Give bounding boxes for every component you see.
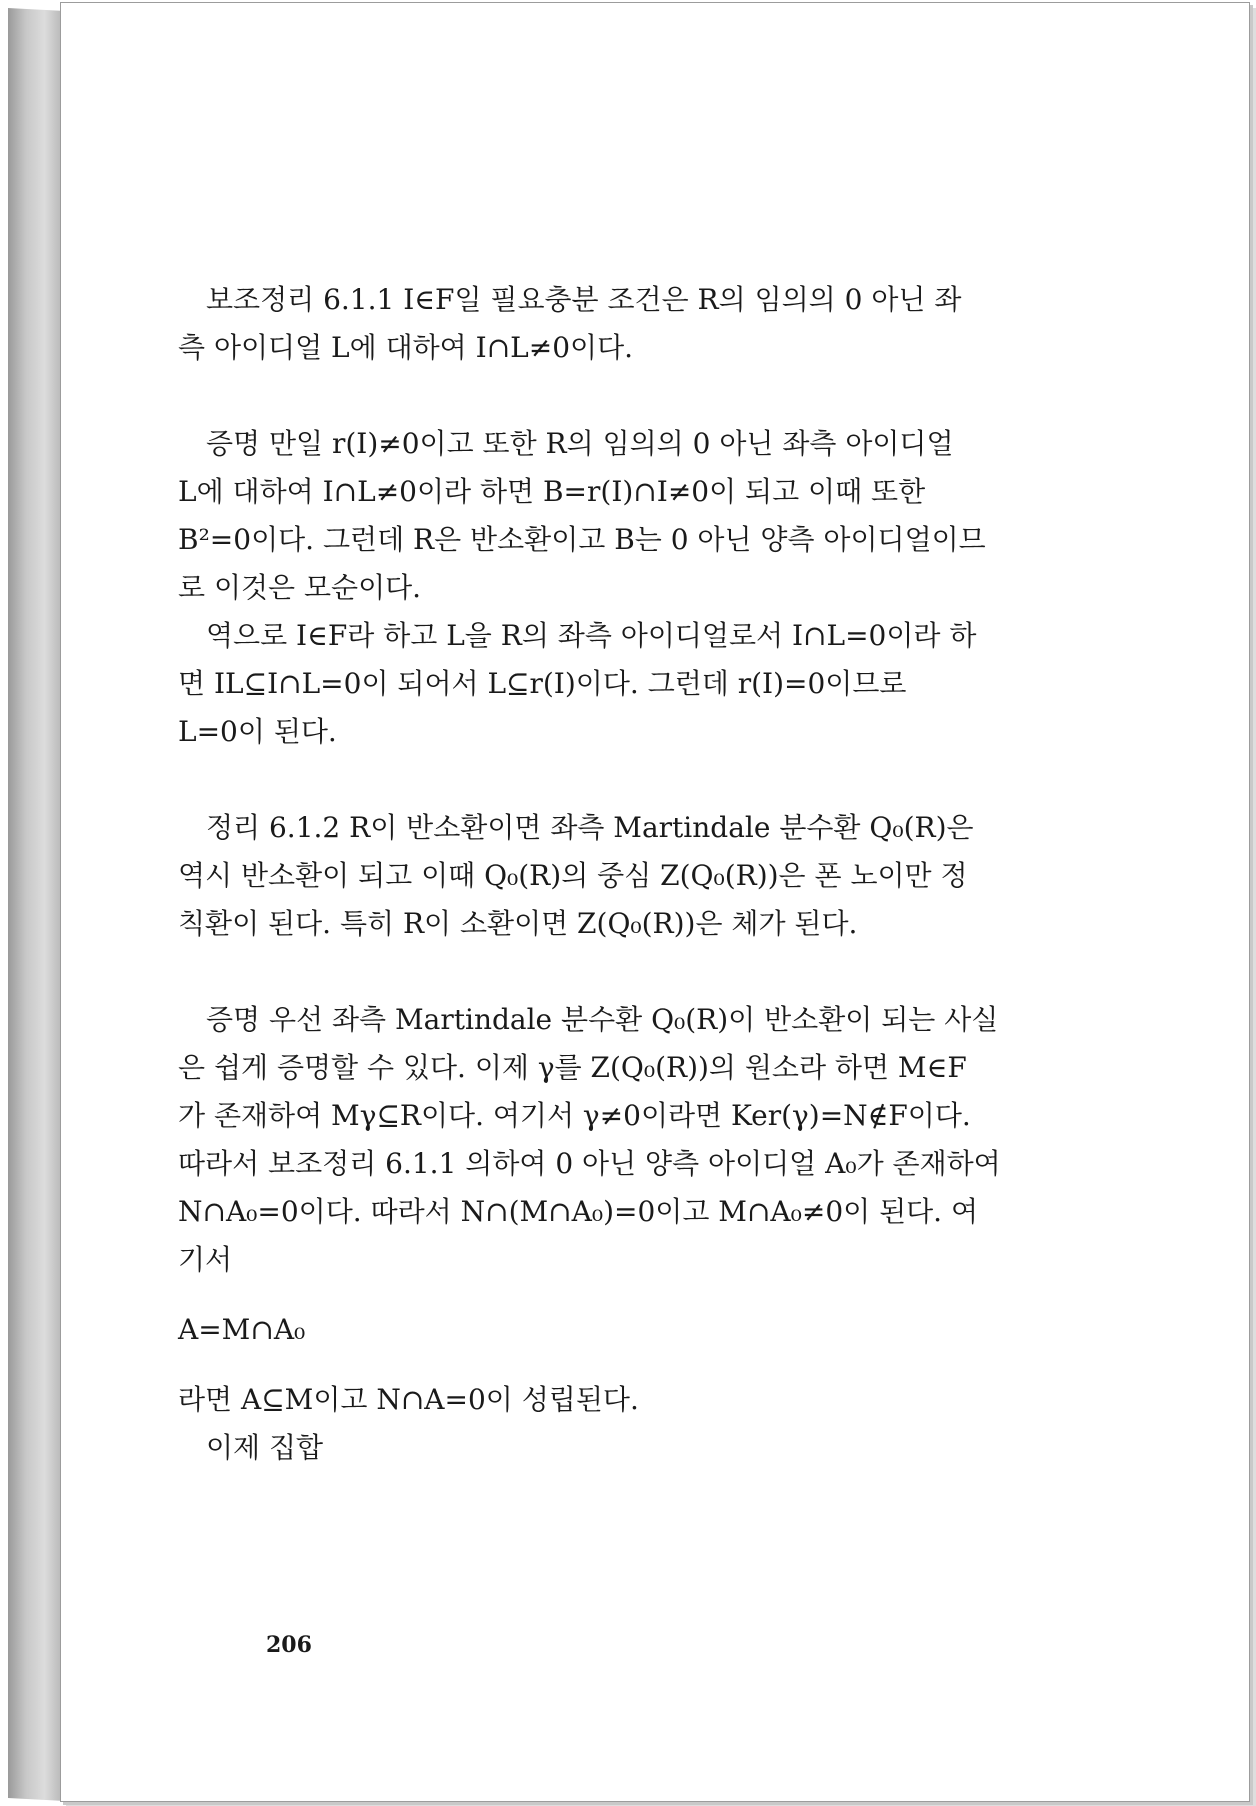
proof-line: 역으로 I∈F라 하고 L을 R의 좌측 아이디얼로서 I∩L=0이라 하	[206, 619, 977, 652]
lemma-6-1-1	[178, 276, 1098, 372]
display-equation: A=M∩A₀	[178, 1313, 306, 1346]
proof-line: 따라서 보조정리 6.1.1 의하여 0 아닌 양측 아이디얼 A₀가 존재하여	[178, 1147, 1001, 1180]
proof-line: B²=0이다. 그런데 R은 반소환이고 B는 0 아닌 양측 아이디얼이므	[178, 523, 986, 556]
proof-line: 증명 우선 좌측 Martindale 분수환 Q₀(R)이 반소환이 되는 사실	[206, 1003, 999, 1036]
proof-line: L=0이 된다.	[178, 715, 337, 748]
proof-line: 이제 집합	[206, 1431, 324, 1464]
proof-line: N∩A₀=0이다. 따라서 N∩(M∩A₀)=0이고 M∩A₀≠0이 된다. 여	[178, 1195, 979, 1228]
proof-line: 로 이것은 모순이다.	[178, 571, 422, 604]
proof-line: 기서	[178, 1243, 233, 1276]
proof-line: 면 IL⊆I∩L=0이 되어서 L⊆r(I)이다. 그런데 r(I)=0이므로	[178, 667, 907, 700]
theorem-line: 정리 6.1.2 R이 반소환이면 좌측 Martindale 분수환 Q₀(R)은	[206, 811, 974, 844]
theorem-line: 역시 반소환이 되고 이때 Q₀(R)의 중심 Z(Q₀(R))은 폰 노이만 정	[178, 859, 968, 892]
page-content	[178, 276, 1098, 1472]
book-spine	[8, 8, 61, 1801]
proof-line: 증명 만일 r(I)≠0이고 또한 R의 임의의 0 아닌 좌측 아이디얼	[206, 427, 954, 460]
lemma-line: 측 아이디얼 L에 대하여 I∩L≠0이다.	[178, 331, 634, 364]
page-number: 206	[266, 1632, 312, 1658]
lemma-line: 보조정리 6.1.1 I∈F일 필요충분 조건은 R의 임의의 0 아닌 좌	[206, 283, 962, 316]
theorem-line: 칙환이 된다. 특히 R이 소환이면 Z(Q₀(R))은 체가 된다.	[178, 907, 858, 940]
proof-theorem	[178, 996, 1098, 1472]
proof-line: 가 존재하여 Mγ⊆R이다. 여기서 γ≠0이라면 Ker(γ)=N∉F이다.	[178, 1099, 971, 1132]
proof-lemma	[178, 420, 1098, 756]
proof-line: L에 대하여 I∩L≠0이라 하면 B=r(I)∩I≠0이 되고 이때 또한	[178, 475, 926, 508]
theorem-6-1-2	[178, 804, 1098, 948]
proof-line: 라면 A⊆M이고 N∩A=0이 성립된다.	[178, 1383, 639, 1416]
proof-line: 은 쉽게 증명할 수 있다. 이제 γ를 Z(Q₀(R))의 원소라 하면 M∈F	[178, 1051, 967, 1084]
